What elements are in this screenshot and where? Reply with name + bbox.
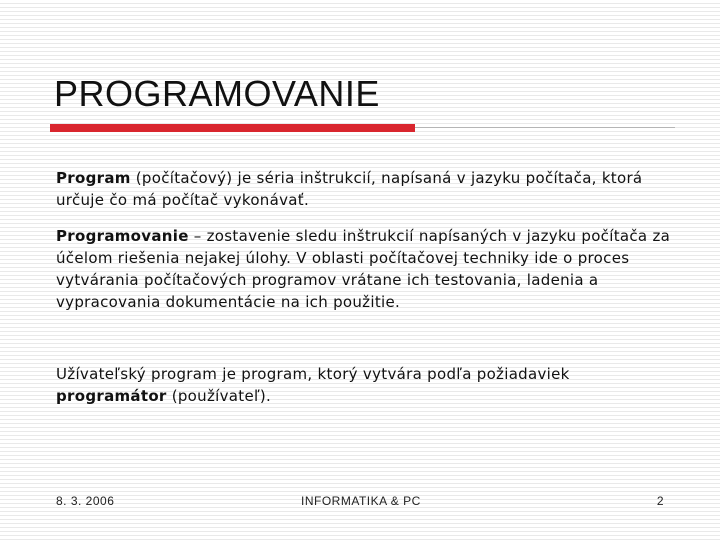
footer-page-number: 2	[656, 494, 664, 508]
paragraph-lead: Užívateľský program je program, ktorý vytvára podľa požiadaviek	[56, 365, 570, 383]
slide-title: PROGRAMOVANIE	[54, 73, 380, 114]
title-divider-line	[415, 127, 675, 128]
paragraph-text: – zostavenie sledu inštrukcií napísaných v jazyku počítača za účelom riešenia nejakej úlohy. V oblasti počítačovej techniky ide o proces vytvárania počítačových programov vrátane ich testovania, ladenia a vypracovania dokumentácie na ich použitie.	[56, 227, 671, 311]
title-accent-bar	[50, 124, 415, 132]
footer-title: INFORMATIKA & PC	[301, 494, 421, 508]
paragraph-text: (používateľ).	[166, 387, 272, 405]
term-programming: Programovanie	[56, 227, 189, 245]
paragraph-program-definition	[56, 167, 676, 211]
paragraph-programming-definition	[56, 225, 676, 313]
paragraph-text: (počítačový) je séria inštrukcií, napísaná v jazyku počítača, ktorá určuje čo má počítač vykonávať.	[56, 169, 643, 209]
footer-date: 8. 3. 2006	[56, 494, 115, 508]
term-program: Program	[56, 169, 131, 187]
term-programmer: programátor	[56, 387, 167, 405]
paragraph-user-program	[56, 363, 676, 407]
